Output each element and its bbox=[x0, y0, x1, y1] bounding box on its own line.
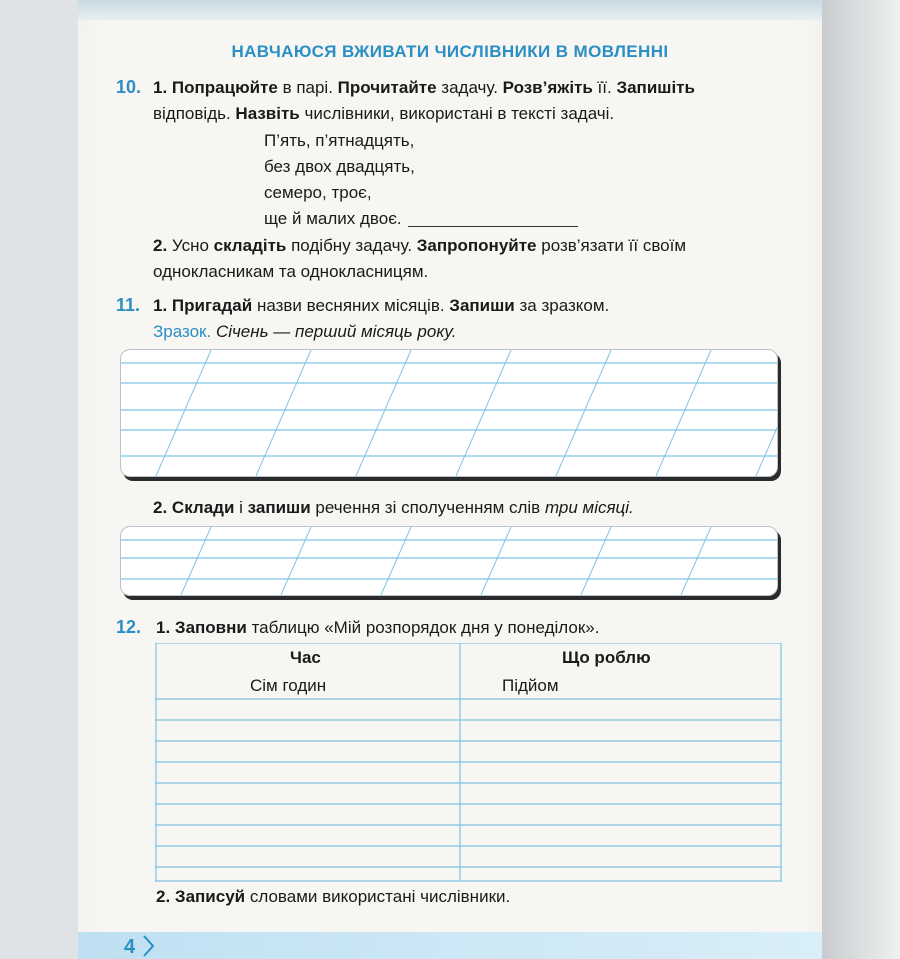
imperative-word: Розв’яжіть bbox=[502, 78, 593, 97]
imperative-word: Попрацюйте bbox=[171, 78, 278, 97]
sample-label: Зразок. bbox=[153, 322, 212, 341]
imperative-word: Запиши bbox=[449, 296, 515, 315]
schedule-table[interactable] bbox=[155, 643, 782, 883]
task-text: її. bbox=[592, 78, 617, 97]
task-text: і bbox=[234, 498, 248, 517]
task-text: розв’язати її своїм bbox=[536, 236, 687, 255]
writing-area-sentence[interactable] bbox=[120, 526, 778, 596]
task-text: задачу. bbox=[436, 78, 503, 97]
exercise-10-task2-line2: однокласникам та однокласницям. bbox=[153, 262, 429, 281]
imperative-word: Склади bbox=[171, 498, 235, 517]
task-text: подібну задачу. bbox=[286, 236, 417, 255]
exercise-12-task2 bbox=[156, 887, 510, 907]
column-header-activity: Що роблю bbox=[562, 648, 651, 667]
ruled-lines bbox=[121, 350, 777, 476]
task-text: словами використані числівники. bbox=[245, 887, 511, 906]
imperative-word: складіть bbox=[213, 236, 287, 255]
section-title: НАВЧАЮСЯ ВЖИВАТИ ЧИСЛІВНИКИ В МОВЛЕННІ bbox=[231, 42, 669, 61]
imperative-word: Запропонуйте bbox=[416, 236, 537, 255]
task-number: 1. bbox=[153, 78, 168, 97]
poem-line-with-answer bbox=[264, 209, 578, 229]
poem-line: П’ять, п’ятнадцять, bbox=[264, 131, 415, 150]
task-text: речення зі сполученням слів bbox=[310, 498, 545, 517]
poem-line: ще й малих двоє. bbox=[264, 209, 402, 228]
exercise-11-task2 bbox=[153, 498, 634, 518]
task-text: назви весняних місяців. bbox=[252, 296, 450, 315]
poem-line: семеро, троє, bbox=[264, 183, 372, 202]
task-text: числівники, використані в тексті задачі. bbox=[299, 104, 615, 123]
task-number: 1. bbox=[153, 296, 168, 315]
imperative-word: запиши bbox=[247, 498, 311, 517]
writing-area-spring-months[interactable] bbox=[120, 349, 778, 477]
task-number: 2. bbox=[153, 498, 168, 517]
ruled-lines bbox=[121, 527, 777, 595]
cell-activity: Підйом bbox=[502, 676, 559, 695]
exercise-10-number: 10. bbox=[116, 77, 142, 97]
task-text: відповідь. bbox=[153, 104, 236, 123]
answer-blank[interactable] bbox=[408, 226, 578, 227]
task-text: в парі. bbox=[277, 78, 338, 97]
sample-line bbox=[153, 322, 456, 342]
footer-band bbox=[78, 932, 822, 959]
task-text: таблицю «Мій розпорядок дня у понеділок». bbox=[246, 618, 600, 637]
imperative-word: Заповни bbox=[174, 618, 247, 637]
cell-time: Сім годин bbox=[250, 676, 327, 695]
task-number: 2. bbox=[156, 887, 171, 906]
task-text: за зразком. bbox=[514, 296, 610, 315]
workbook-page bbox=[78, 0, 822, 959]
exercise-10-task2-line1 bbox=[153, 236, 686, 256]
exercise-12-number: 12. bbox=[116, 617, 142, 637]
poem-line: без двох двадцять, bbox=[264, 157, 415, 176]
task-number: 2. bbox=[153, 236, 168, 255]
exercise-10-task1-line1 bbox=[153, 78, 695, 98]
exercise-12-task1 bbox=[156, 618, 600, 638]
exercise-11-number: 11. bbox=[116, 295, 141, 315]
imperative-word: Пригадай bbox=[171, 296, 253, 315]
task-text: Усно bbox=[167, 236, 214, 255]
sample-text: Січень — перший місяць року. bbox=[215, 322, 457, 341]
exercise-10-task1-line2 bbox=[153, 104, 614, 124]
top-band bbox=[78, 0, 822, 20]
chevron-right-icon bbox=[142, 934, 156, 958]
imperative-word: Назвіть bbox=[235, 104, 300, 123]
page-edge-shadow bbox=[822, 0, 900, 959]
phrase-italic: три місяці. bbox=[544, 498, 634, 517]
task-number: 1. bbox=[156, 618, 171, 637]
column-header-time: Час bbox=[290, 648, 321, 667]
exercise-11-task1 bbox=[153, 296, 609, 316]
imperative-word: Запишіть bbox=[616, 78, 695, 97]
page-number: 4 bbox=[124, 936, 136, 958]
imperative-word: Записуй bbox=[174, 887, 246, 906]
imperative-word: Прочитайте bbox=[337, 78, 437, 97]
